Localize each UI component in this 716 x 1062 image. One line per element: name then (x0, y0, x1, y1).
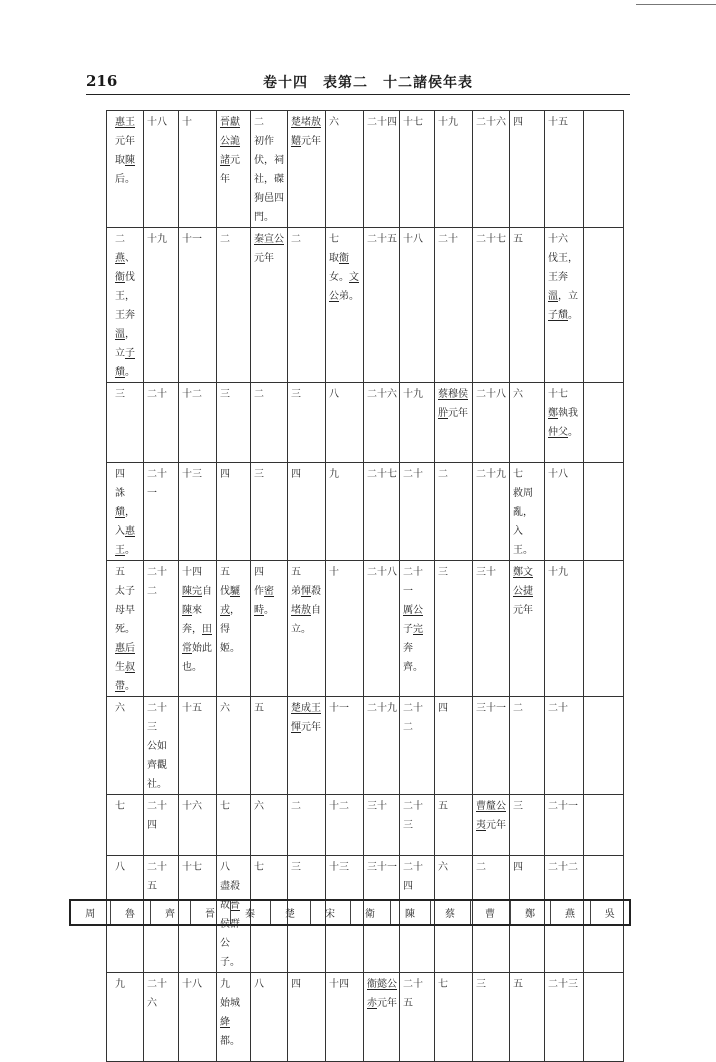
year-cell: 十九 (545, 561, 584, 697)
proper-name-mark: 鄭 (548, 408, 558, 419)
proper-name-mark: 衞懿公 (367, 979, 397, 990)
state-name-cell: 吳 (590, 900, 630, 925)
year-cell: 六 (435, 856, 473, 973)
proper-name-mark: 堵敖 (291, 605, 311, 616)
year-cell: 三 (510, 795, 545, 856)
year-cell: 三 (288, 856, 326, 973)
proper-name-mark: 叔帶 (115, 662, 135, 692)
year-cell: 四 誅穨，入惠王。 (107, 463, 144, 561)
year-cell: 二十六 (473, 111, 510, 228)
year-cell: 九 (107, 973, 144, 1062)
year-cell: 二十六 (364, 383, 400, 463)
year-cell: 十七 鄭執我仲父。 (545, 383, 584, 463)
year-cell: 五 伐驪戎，得姬。 (217, 561, 251, 697)
year-cell: 五 (510, 973, 545, 1062)
year-cell: 八 盡殺故晉侯群公子。 (217, 856, 251, 973)
year-cell: 十 (326, 561, 364, 697)
year-cell: 七 (435, 973, 473, 1062)
state-name-cell: 衛 (350, 900, 390, 925)
year-cell: 楚成王惲元年 (288, 697, 326, 795)
year-cell: 二十八 (364, 561, 400, 697)
year-cell: 二十九 (473, 463, 510, 561)
year-cell: 十五 (179, 697, 217, 795)
proper-name-mark: 晉 (230, 900, 240, 911)
year-cell (584, 111, 624, 228)
state-name-cell: 秦 (230, 900, 270, 925)
year-cell (584, 795, 624, 856)
year-cell: 三十一 (364, 856, 400, 973)
year-cell: 二十一 (144, 463, 179, 561)
year-cell: 三 (107, 383, 144, 463)
year-cell: 二十八 (473, 383, 510, 463)
year-cell (584, 463, 624, 561)
state-name-bar (69, 899, 631, 926)
proper-name-mark: 文公 (329, 272, 359, 302)
year-cell: 六 (107, 697, 144, 795)
proper-name-mark: 捷 (523, 586, 533, 597)
proper-name-mark: 陳 (125, 155, 135, 166)
year-cell: 六 (251, 795, 288, 856)
year-cell: 九 始城絳都。 (217, 973, 251, 1062)
table-row (107, 383, 624, 463)
table-row (107, 463, 624, 561)
state-name-cell: 楚 (270, 900, 310, 925)
year-cell: 二十二 (144, 561, 179, 697)
proper-name-mark: 溫 (548, 291, 558, 302)
year-cell: 三 (217, 383, 251, 463)
year-cell: 十八 (179, 973, 217, 1062)
year-cell: 五 (251, 697, 288, 795)
year-cell: 五 (510, 228, 545, 383)
year-cell: 十九 (435, 111, 473, 228)
state-name-cell: 蔡 (430, 900, 470, 925)
proper-name-mark: 厲公 (403, 605, 423, 616)
year-cell: 二十七 (364, 463, 400, 561)
proper-name-mark: 驪戎 (220, 586, 240, 616)
proper-name-mark: 仲父 (548, 427, 568, 438)
year-cell (584, 973, 624, 1062)
proper-name-mark: 蔡穆侯 (438, 389, 468, 400)
year-cell: 四 (435, 697, 473, 795)
year-cell: 七 取衞女。文公弟。 (326, 228, 364, 383)
year-cell: 八 (251, 973, 288, 1062)
year-cell: 曹釐公夷元年 (473, 795, 510, 856)
table-row (107, 697, 624, 795)
year-cell: 十四 (326, 973, 364, 1062)
year-cell: 二 (251, 383, 288, 463)
year-cell: 惠王元年 取陳后。 (107, 111, 144, 228)
year-cell: 二十三 (545, 973, 584, 1062)
proper-name-mark: 陳 (182, 605, 192, 616)
state-name-cell: 鄭 (510, 900, 550, 925)
year-cell: 晉獻公詭諸元年 (217, 111, 251, 228)
year-cell: 四 (510, 111, 545, 228)
proper-name-mark: 囏 (291, 136, 301, 147)
proper-name-mark: 肸 (438, 408, 448, 419)
year-cell: 蔡穆侯肸元年 (435, 383, 473, 463)
year-cell (584, 228, 624, 383)
year-cell: 八 (107, 856, 144, 973)
year-cell: 二 燕、衞伐王，王奔溫，立子穨。 (107, 228, 144, 383)
state-name-cell: 陳 (390, 900, 430, 925)
top-corner-rule (636, 4, 716, 5)
year-cell: 五 弟惲殺堵敖自立。 (288, 561, 326, 697)
year-cell: 二十三 公如齊觀社。 (144, 697, 179, 795)
year-cell: 二十三 (400, 795, 435, 856)
year-cell: 七 (217, 795, 251, 856)
proper-name-mark: 鄭文公 (513, 567, 533, 597)
year-cell (584, 697, 624, 795)
state-name-cell: 宋 (310, 900, 350, 925)
proper-name-mark: 惲 (301, 586, 311, 597)
year-cell: 七 (107, 795, 144, 856)
year-cell: 十七 (179, 856, 217, 973)
year-cell: 八 (326, 383, 364, 463)
year-cell: 二十 (435, 228, 473, 383)
year-cell: 二 (435, 463, 473, 561)
year-cell: 三 (473, 973, 510, 1062)
year-cell: 二十 (144, 383, 179, 463)
year-cell: 二 (217, 228, 251, 383)
year-cell: 二十六 (144, 973, 179, 1062)
year-cell: 二 (473, 856, 510, 973)
year-cell: 三十 (473, 561, 510, 697)
proper-name-mark: 田常 (182, 624, 212, 654)
proper-name-mark: 楚成王 (291, 703, 321, 714)
state-name-cell: 齊 (150, 900, 190, 925)
year-cell: 衞懿公赤元年 (364, 973, 400, 1062)
year-cell: 十九 (400, 383, 435, 463)
year-cell: 二十四 (364, 111, 400, 228)
year-cell: 十三 (179, 463, 217, 561)
state-name-cell: 晉 (190, 900, 230, 925)
proper-name-mark: 衞 (115, 272, 125, 283)
year-cell: 四 (217, 463, 251, 561)
year-cell: 十八 (400, 228, 435, 383)
table-row (107, 973, 624, 1062)
proper-name-mark: 惠王 (115, 526, 135, 556)
table-row (107, 561, 624, 697)
year-cell: 三十一 (473, 697, 510, 795)
proper-name-mark: 陳完 (182, 586, 202, 597)
year-cell: 四 (288, 463, 326, 561)
year-cell: 六 (326, 111, 364, 228)
state-name-cell: 燕 (550, 900, 590, 925)
year-cell: 二 (288, 228, 326, 383)
proper-name-mark: 曹釐公 (476, 801, 506, 812)
year-cell: 二十五 (400, 973, 435, 1062)
proper-name-mark: 惲 (291, 722, 301, 733)
year-cell: 十 (179, 111, 217, 228)
year-cell: 十九 (144, 228, 179, 383)
year-cell: 二 (510, 697, 545, 795)
year-cell: 十一 (326, 697, 364, 795)
year-cell: 二 (288, 795, 326, 856)
year-cell: 三 (288, 383, 326, 463)
table-row (107, 228, 624, 383)
proper-name-mark: 完 (413, 624, 423, 635)
proper-name-mark: 楚堵敖 (291, 117, 321, 128)
proper-name-mark: 赤 (367, 998, 377, 1009)
year-cell: 二十二 (400, 697, 435, 795)
header-rule (86, 94, 630, 95)
year-cell (584, 383, 624, 463)
state-name-cell: 曹 (470, 900, 510, 925)
year-cell: 四 作密畤。 (251, 561, 288, 697)
year-cell: 四 (288, 973, 326, 1062)
year-cell: 十二 (326, 795, 364, 856)
year-cell: 楚堵敖囏元年 (288, 111, 326, 228)
year-cell: 六 (510, 383, 545, 463)
year-cell: 二十一 厲公子完奔齊。 (400, 561, 435, 697)
year-cell: 十六 伐王，王奔溫，立子穨。 (545, 228, 584, 383)
year-cell: 五 (435, 795, 473, 856)
year-cell: 六 (217, 697, 251, 795)
year-cell: 二十四 (400, 856, 435, 973)
proper-name-mark: 惠后 (115, 643, 135, 654)
year-cell: 二十五 (144, 856, 179, 973)
year-cell: 二十 (545, 697, 584, 795)
year-cell: 十四 陳完自陳來奔，田常始此也。 (179, 561, 217, 697)
proper-name-mark: 子穨 (548, 310, 568, 321)
year-cell: 十八 (545, 463, 584, 561)
proper-name-mark: 詭諸 (220, 136, 240, 166)
proper-name-mark: 夷 (476, 820, 486, 831)
year-cell: 二十四 (144, 795, 179, 856)
year-cell: 秦宣公元年 (251, 228, 288, 383)
year-cell: 二十一 (545, 795, 584, 856)
year-cell: 三十 (364, 795, 400, 856)
year-cell: 二十 (400, 463, 435, 561)
table-row (107, 111, 624, 228)
year-cell: 九 (326, 463, 364, 561)
proper-name-mark: 晉獻公 (220, 117, 240, 147)
running-title: 卷十四 表第二 十二諸侯年表 (263, 75, 473, 91)
year-cell: 十六 (179, 795, 217, 856)
year-cell: 十二 (179, 383, 217, 463)
state-name-cell: 周 (70, 900, 110, 925)
year-cell: 七 (251, 856, 288, 973)
year-cell: 七 救周亂，入王。 (510, 463, 545, 561)
proper-name-mark: 穨 (115, 507, 125, 518)
proper-name-mark: 子穨 (115, 348, 135, 378)
year-cell: 十五 (545, 111, 584, 228)
state-name-cell: 魯 (110, 900, 150, 925)
year-cell (584, 561, 624, 697)
year-cell: 二十七 (473, 228, 510, 383)
year-cell: 五 太子母早死。惠后生叔帶。 (107, 561, 144, 697)
year-cell: 二十九 (364, 697, 400, 795)
page-number: 216 (86, 72, 118, 90)
proper-name-mark: 衞 (339, 253, 349, 264)
year-cell: 十一 (179, 228, 217, 383)
year-cell: 十三 (326, 856, 364, 973)
year-cell: 二十二 (545, 856, 584, 973)
proper-name-mark: 密畤 (254, 586, 274, 616)
table-row (107, 795, 624, 856)
year-cell: 十七 (400, 111, 435, 228)
proper-name-mark: 絳 (220, 1017, 230, 1028)
year-cell: 四 (510, 856, 545, 973)
year-cell: 二 初作伏，祠社，磔狗邑四門。 (251, 111, 288, 228)
proper-name-mark: 秦宣公 (254, 234, 284, 245)
proper-name-mark: 燕 (115, 253, 125, 264)
proper-name-mark: 溫 (115, 329, 125, 340)
proper-name-mark: 惠王 (115, 117, 135, 128)
year-cell: 二十五 (364, 228, 400, 383)
year-cell: 十八 (144, 111, 179, 228)
year-cell: 三 (435, 561, 473, 697)
year-cell: 三 (251, 463, 288, 561)
year-cell: 鄭文公捷元年 (510, 561, 545, 697)
